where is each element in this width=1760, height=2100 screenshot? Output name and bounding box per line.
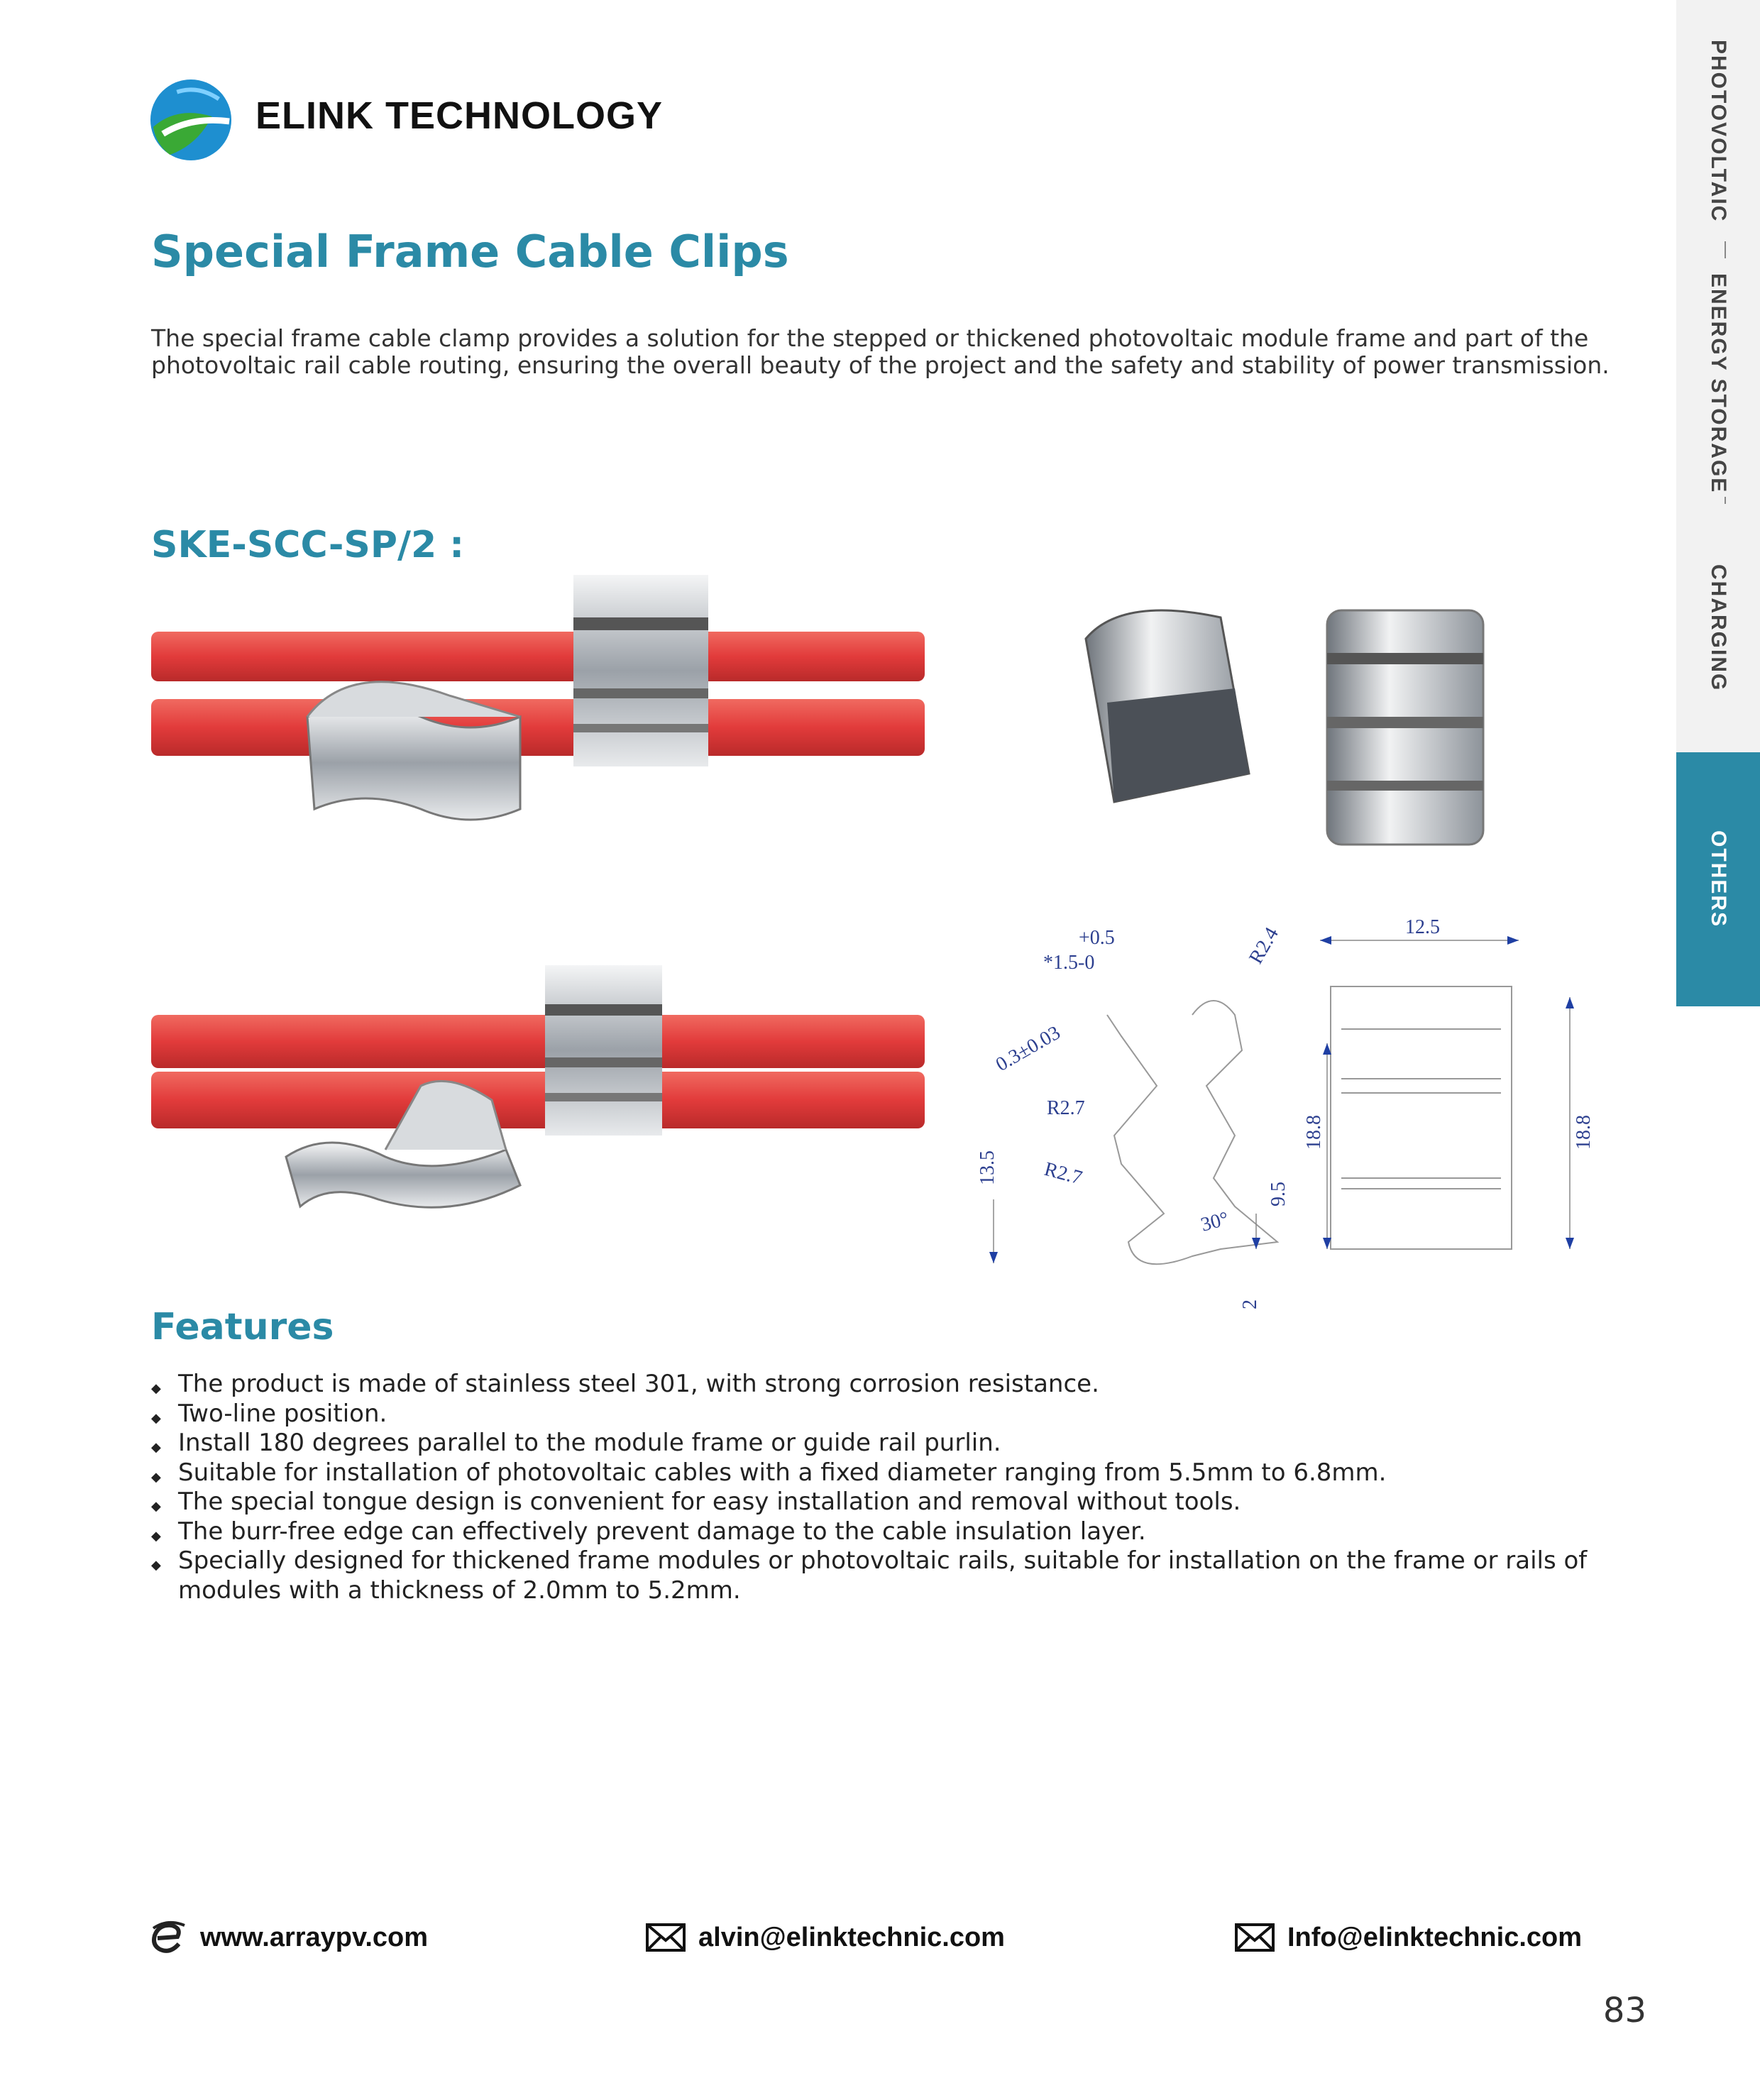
intro-paragraph: The special frame cable clamp provides a solution for the stepped or thickened photovoltaic module frame and part of the photovoltaic rail cable routing, ensuring the overall beauty of the project and the safety and stability of power transmission.: [151, 324, 1610, 379]
dim-width: 12.5: [1405, 916, 1440, 938]
clip-front-view: [1327, 610, 1483, 845]
dim-height-side: 18.8: [1573, 1115, 1595, 1150]
product-photo-clip-views: [1057, 596, 1512, 866]
clip-mounted: [573, 575, 708, 766]
cable-upper: [151, 1015, 925, 1068]
footer-email-info[interactable]: Info@elinktechnic.com: [1235, 1916, 1582, 1959]
dim-sheet: 0.3±0.03: [992, 1021, 1065, 1077]
feature-item: ◆ Suitable for installation of photovoltaic cables with a fixed diameter ranging from 5.5mm to 6.8mm.: [151, 1458, 1613, 1488]
dim-height-total: 18.8: [1303, 1115, 1325, 1150]
cable-upper: [151, 632, 925, 681]
feature-item: ◆ The product is made of stainless steel 301, with strong corrosion resistance.: [151, 1370, 1613, 1400]
web-icon: [149, 1920, 187, 1955]
feature-item: ◆ Specially designed for thickened frame modules or photovoltaic rails, suitable for installation on the frame or rails of modules with a thickness of 2.0mm to 5.2mm.: [151, 1546, 1613, 1605]
page-title: Special Frame Cable Clips: [151, 226, 789, 277]
elink-logo: [149, 78, 233, 162]
clip-mounted: [545, 965, 662, 1136]
feature-item: ◆ Two-line position.: [151, 1400, 1613, 1429]
cable-lower: [151, 1072, 925, 1128]
footer-website[interactable]: www.arraypv.com: [149, 1916, 428, 1959]
tab-energy-storage[interactable]: ENERGY STORAGE: [1676, 263, 1760, 504]
tab-others[interactable]: OTHERS: [1676, 752, 1760, 1006]
feature-item: ◆ The burr-free edge can effectively prevent damage to the cable insulation layer.: [151, 1517, 1613, 1547]
dim-gap: 2: [1239, 1299, 1261, 1309]
cable-lower: [151, 699, 925, 756]
brand-name: ELINK TECHNOLOGY: [255, 94, 664, 137]
dim-radius-mid: R2.7: [1047, 1097, 1085, 1119]
dim-thickness-top: *1.5-0: [1043, 952, 1095, 974]
clip-angle-view: [1086, 610, 1249, 802]
feature-item: ◆ Install 180 degrees parallel to the module frame or guide rail purlin.: [151, 1429, 1613, 1458]
product-photo-cables-2: [151, 944, 925, 1242]
dim-height-inner: 9.5: [1267, 1182, 1289, 1206]
model-heading: SKE-SCC-SP/2 :: [151, 524, 465, 566]
page-number: 83: [1602, 1991, 1646, 2030]
footer-email-alvin[interactable]: alvin@elinktechnic.com: [646, 1916, 1005, 1959]
dim-tolerance-top: +0.5: [1079, 927, 1115, 949]
sidebar-blank: [1676, 1006, 1760, 2100]
mail-icon: [646, 1923, 686, 1952]
feature-item: ◆ The special tongue design is convenient for easy installation and removal without tools.: [151, 1488, 1613, 1517]
mail-icon: [1235, 1923, 1275, 1952]
features-heading: Features: [151, 1306, 334, 1348]
tab-charging[interactable]: CHARGING: [1676, 504, 1760, 752]
dim-angle: 30°: [1198, 1207, 1231, 1236]
tab-photovoltaic[interactable]: PHOTOVOLTAIC: [1676, 0, 1760, 263]
dim-radius-low: R2.7: [1042, 1158, 1085, 1189]
product-photo-cables: [151, 575, 925, 880]
tab-divider: [1725, 241, 1726, 258]
technical-drawing: [979, 908, 1618, 1320]
dim-height-left: 13.5: [977, 1150, 999, 1185]
dim-radius-top: R2.4: [1245, 923, 1283, 968]
features-list: [151, 1370, 1613, 1605]
